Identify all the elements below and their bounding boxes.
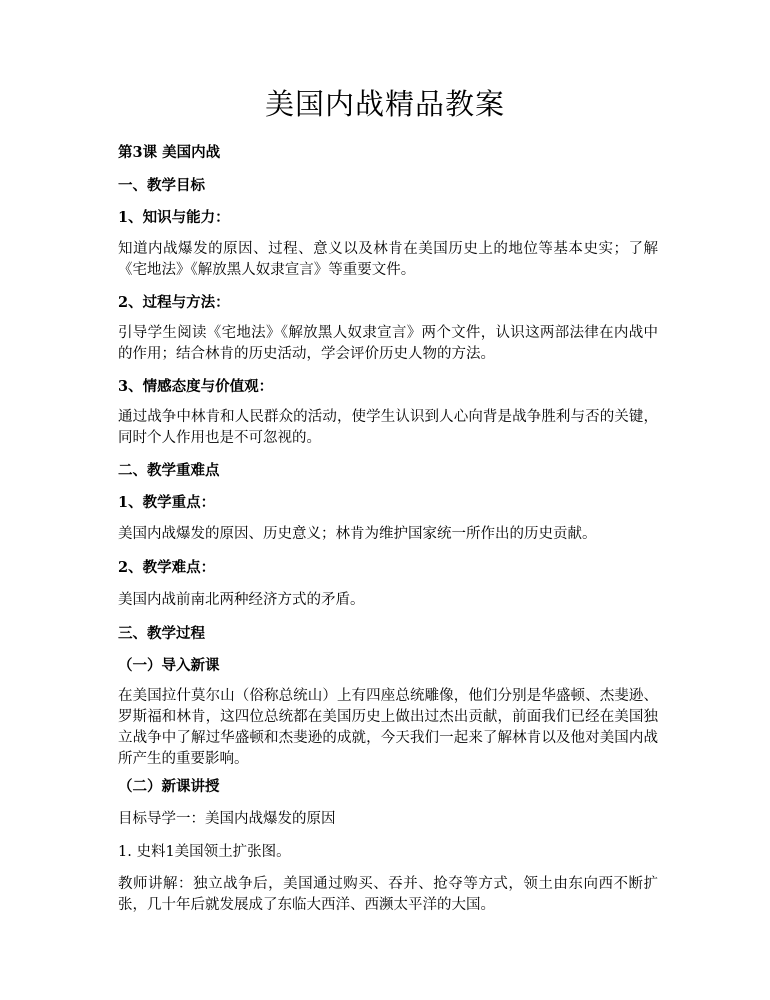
paragraph-attitude: 通过战争中林肯和人民群众的活动，使学生认识到人心向背是战争胜利与否的关键，同时个人作用也是不可忽视的。 (118, 409, 658, 446)
section-heading-process: 三、教学过程 (118, 625, 205, 642)
paragraph-teacher-explanation: 教师讲解：独立战争后，美国通过购买、吞并、抢夺等方式，领土由东向西不断扩张，几十年后就发展成了东临大西洋、西濒太平洋的大国。 (118, 876, 658, 913)
section-heading-objectives: 一、教学目标 (118, 177, 205, 194)
paragraph-process: 引导学生阅读《宅地法》《解放黑人奴隶宣言》两个文件，认识这两部法律在内战中的作用；结合林肯的历史活动，学会评价历史人物的方法。 (118, 325, 658, 362)
subheading-knowledge: 1、知识与能力： (118, 209, 230, 226)
paragraph-knowledge: 知道内战爆发的原因、过程、意义以及林肯在美国历史上的地位等基本史实；了解《宅地法》《解放黑人奴隶宣言》等重要文件。 (118, 241, 658, 278)
subheading-process: 2、过程与方法： (118, 294, 230, 311)
paragraph-difficulty: 美国内战前南北两种经济方式的矛盾。 (118, 592, 365, 608)
subheading-attitude: 3、情感态度与价值观： (118, 378, 274, 395)
document-title: 美国内战精品教案 (264, 87, 505, 121)
paragraph-introduction: 在美国拉什莫尔山（俗称总统山）上有四座总统雕像，他们分别是华盛顿、杰斐逊、罗斯福和林肯，这四位总统都在美国历史上做出过杰出贡献，前面我们已经在美国独立战争中了解过华盛顿和杰斐逊的成就，今天我们一起来了解林肯以及他对美国内战所产生的重要影响。 (118, 688, 658, 767)
subheading-difficulty: 2、教学难点： (118, 559, 216, 576)
lesson-heading: 第3课 美国内战 (118, 144, 221, 161)
paragraph-focus: 美国内战爆发的原因、历史意义；林肯为维护国家统一所作出的历史贡献。 (118, 526, 597, 542)
subheading-introduction: （一）导入新课 (118, 657, 220, 674)
subheading-new-lesson: （二）新课讲授 (118, 778, 220, 795)
subheading-focus: 1、教学重点： (118, 494, 216, 511)
source-item-one: 1. 史料1美国领土扩张图。 (118, 844, 291, 860)
goal-one: 目标导学一：美国内战爆发的原因 (118, 811, 336, 827)
section-heading-key-points: 二、教学重难点 (118, 462, 220, 479)
